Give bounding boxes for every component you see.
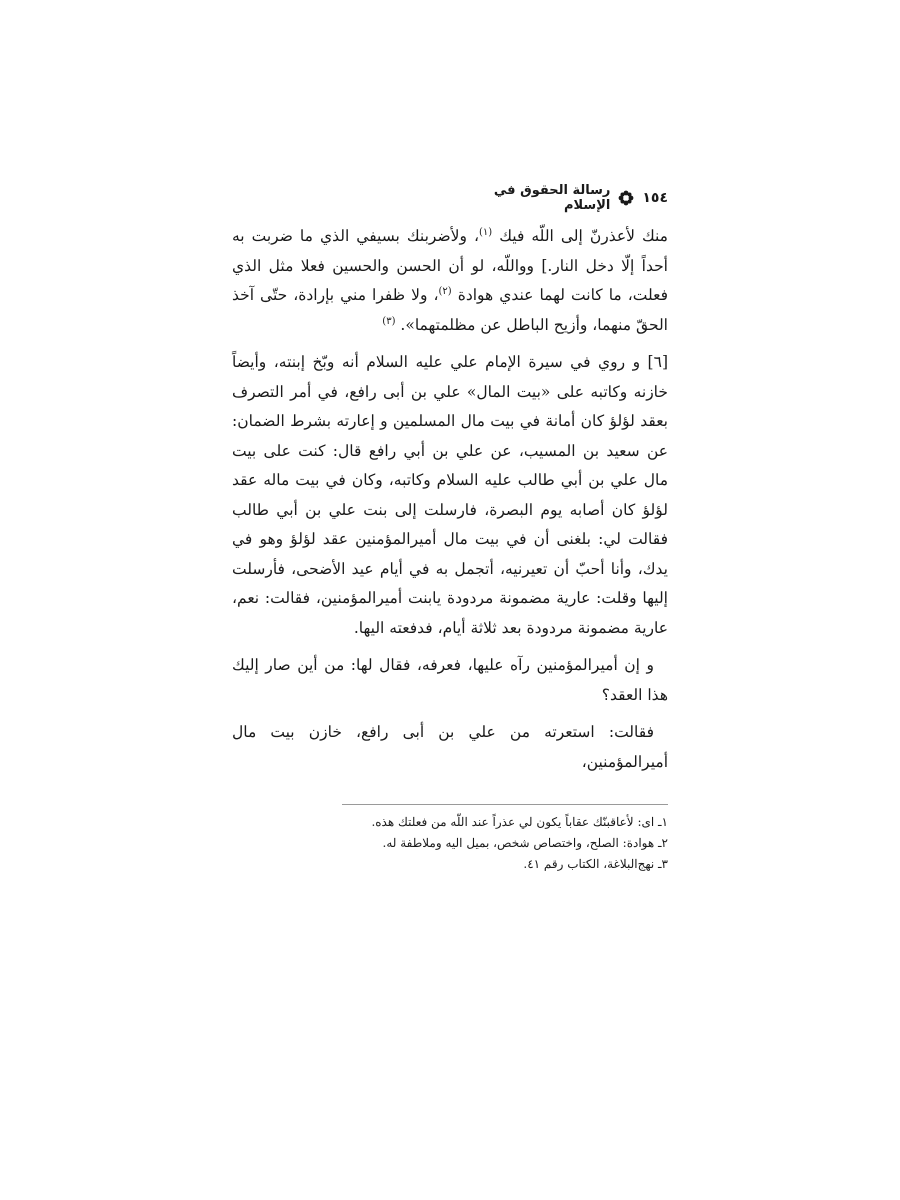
body-text xyxy=(232,222,668,785)
footnote-ref-1: (١) xyxy=(478,226,493,238)
footnotes xyxy=(342,812,668,875)
footnote-ref-2: (٢) xyxy=(438,285,452,297)
paragraph-1-text-b: ، ولأضربنك بسيفي الذي ما ضربت به أحداً إلّا دخل النار.] وواللّه، لو أن الحسن والحسين فعلا مثل الذي فعلت، ما كانت لهما عندي هوادة xyxy=(232,227,668,304)
paragraph-2: [٦] و روي في سيرة الإمام علي عليه السلام أنه وبّخ إبنته، وأيضاً خازنه وكاتبه على «بيت المال» علي بن أبى رافع، في أمر التصرف بعقد لؤلؤ كان أمانة في بيت مال المسلمين و إعارته بشرط الضمان: عن سعيد بن المسيب، عن علي بن أبي رافع قال: كنت على بيت مال علي بن أبي طالب عليه السلام وكاتبه، وكان في بيت ماله عقد لؤلؤ كان أصابه يوم البصرة، فارسلت إلى بنت علي بن أبي طالب فقالت لي: بلغنى أن في بيت مال أميرالمؤمنين عقد لؤلؤ وهو في يدك، وأنا أحبّ أن تعيرنيه، أتجمل به في أيام عيد الأضحى، فأرسلت إليها وقلت: عارية مضمونة مردودة يابنت أميرالمؤمنين، فقالت: نعم، عارية مضمونة مردودة بعد ثلاثة أيام، فدفعته اليها. xyxy=(232,353,668,637)
footnote-1: ١ـ اى: لأعاقبنّك عقاباً يكون لي عذراً عند اللّه من فعلتك هذه. xyxy=(371,815,668,829)
paragraph-1-text-c: ، ولا ظفرا مني بإرادة، حتّى آخذ الحقّ منهما، وأزيح الباطل عن مظلمتهما». xyxy=(232,286,668,334)
footnote-2: ٢ـ هوادة: الصلح، واختصاص شخص، بميل اليه وملاطفة له. xyxy=(382,836,668,850)
running-title: رسالة الحقوق في الإسلام xyxy=(493,183,611,213)
page-number: ١٥٤ xyxy=(642,190,668,206)
footnote-3: ٣ـ نهج‌البلاغة، الكتاب رقم ٤١. xyxy=(523,857,668,871)
footnote-ref-3: (٣) xyxy=(382,315,396,327)
paragraph-3: و إن أميرالمؤمنين رآه عليها، فعرفه، فقال لها: من أين صار إليك هذا العقد؟ xyxy=(232,656,668,704)
paragraph-1 xyxy=(232,222,668,340)
paragraph-4: فقالت: استعرته من علي بن أبى رافع، خازن بيت مال أميرالمؤمنين، xyxy=(232,723,668,771)
footnote-divider xyxy=(342,804,668,805)
page-header xyxy=(460,183,668,213)
flower-ornament-icon xyxy=(618,190,634,206)
paragraph-1-text-a: منك لأعذرنّ إلى اللّه فيك xyxy=(499,227,668,245)
